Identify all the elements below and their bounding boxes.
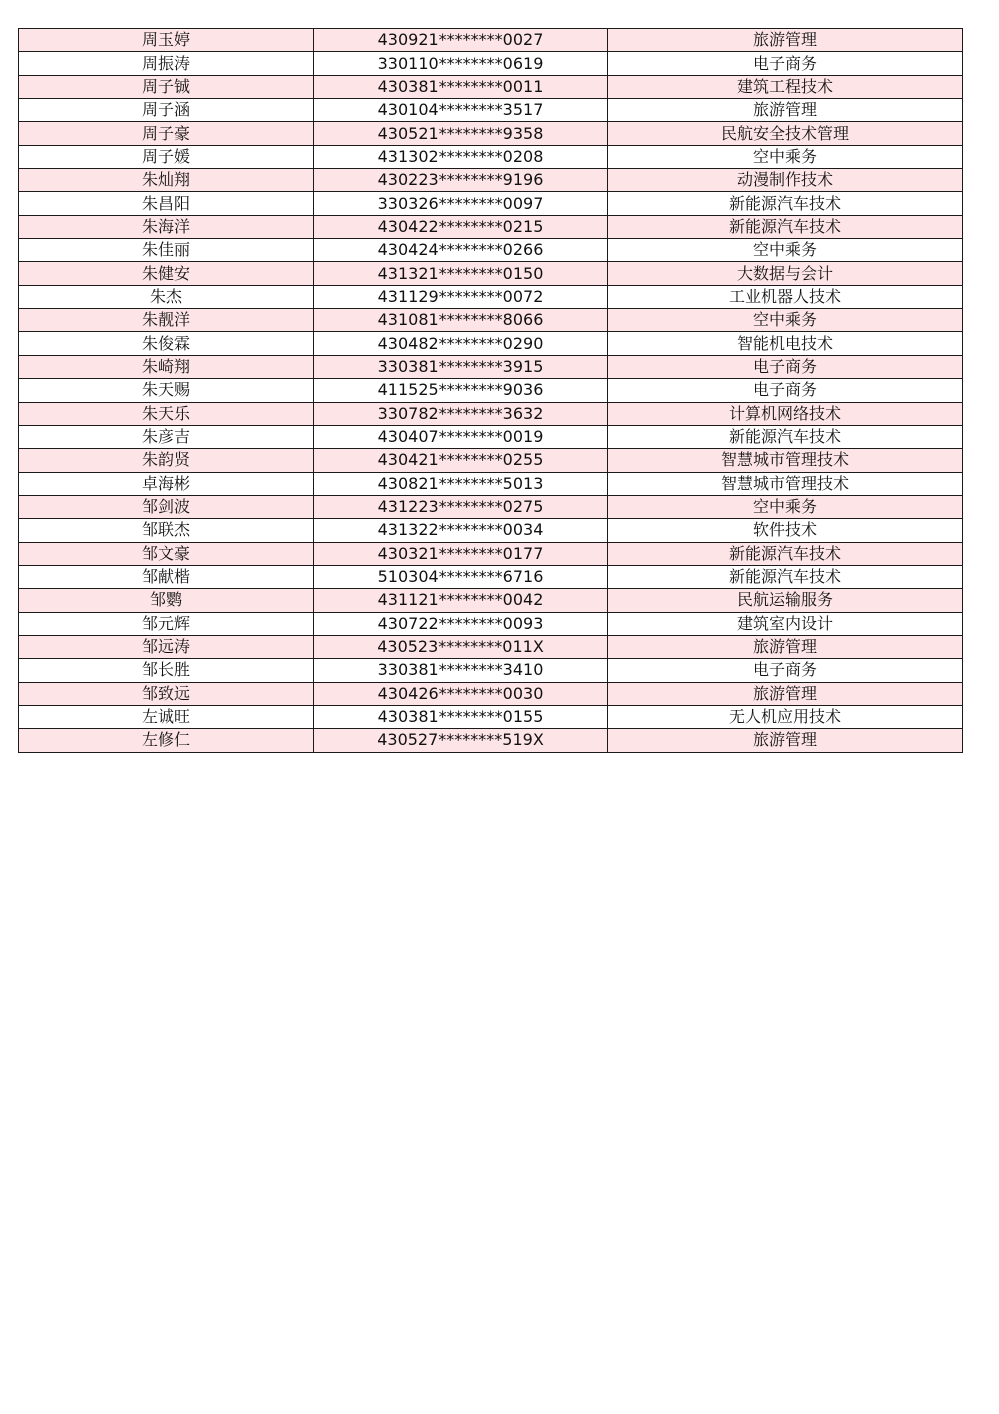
- student-name-cell: 朱佳丽: [19, 239, 314, 262]
- major-cell: 电子商务: [608, 52, 963, 75]
- student-name-cell: 朱韵贤: [19, 449, 314, 472]
- table-row: [19, 285, 963, 308]
- table-row: [19, 472, 963, 495]
- major-cell: 软件技术: [608, 519, 963, 542]
- major-cell: 新能源汽车技术: [608, 542, 963, 565]
- table-row: [19, 705, 963, 728]
- id-number-cell: 330381********3915: [314, 355, 608, 378]
- student-name-cell: 左诚旺: [19, 705, 314, 728]
- table-row: [19, 262, 963, 285]
- major-cell: 智慧城市管理技术: [608, 472, 963, 495]
- major-cell: 建筑工程技术: [608, 75, 963, 98]
- student-name-cell: 周振涛: [19, 52, 314, 75]
- table-row: [19, 659, 963, 682]
- major-cell: 旅游管理: [608, 729, 963, 752]
- id-number-cell: 431129********0072: [314, 285, 608, 308]
- student-name-cell: 朱天赐: [19, 379, 314, 402]
- table-row: [19, 145, 963, 168]
- student-name-cell: 周玉婷: [19, 29, 314, 52]
- major-cell: 民航运输服务: [608, 589, 963, 612]
- major-cell: 电子商务: [608, 659, 963, 682]
- student-name-cell: 邹献楷: [19, 565, 314, 588]
- student-name-cell: 邹鹦: [19, 589, 314, 612]
- table-row: [19, 75, 963, 98]
- student-name-cell: 朱崎翔: [19, 355, 314, 378]
- student-name-cell: 朱健安: [19, 262, 314, 285]
- table-row: [19, 542, 963, 565]
- student-name-cell: 左修仁: [19, 729, 314, 752]
- student-name-cell: 朱灿翔: [19, 169, 314, 192]
- table-row: [19, 519, 963, 542]
- student-name-cell: 周子铖: [19, 75, 314, 98]
- id-number-cell: 431081********8066: [314, 309, 608, 332]
- id-number-cell: 430104********3517: [314, 99, 608, 122]
- table-row: [19, 612, 963, 635]
- major-cell: 新能源汽车技术: [608, 425, 963, 448]
- major-cell: 电子商务: [608, 355, 963, 378]
- table-row: [19, 729, 963, 752]
- major-cell: 动漫制作技术: [608, 169, 963, 192]
- major-cell: 建筑室内设计: [608, 612, 963, 635]
- table-row: [19, 309, 963, 332]
- table-row: [19, 192, 963, 215]
- id-number-cell: 430426********0030: [314, 682, 608, 705]
- student-name-cell: 邹剑波: [19, 495, 314, 518]
- id-number-cell: 430407********0019: [314, 425, 608, 448]
- student-name-cell: 朱昌阳: [19, 192, 314, 215]
- table-row: [19, 52, 963, 75]
- id-number-cell: 431302********0208: [314, 145, 608, 168]
- table-row: [19, 122, 963, 145]
- student-name-cell: 朱杰: [19, 285, 314, 308]
- student-name-cell: 周子媛: [19, 145, 314, 168]
- table-row: [19, 589, 963, 612]
- table-row: [19, 495, 963, 518]
- id-number-cell: 430421********0255: [314, 449, 608, 472]
- table-row: [19, 99, 963, 122]
- id-number-cell: 330381********3410: [314, 659, 608, 682]
- table-row: [19, 449, 963, 472]
- major-cell: 空中乘务: [608, 239, 963, 262]
- id-number-cell: 430821********5013: [314, 472, 608, 495]
- id-number-cell: 431322********0034: [314, 519, 608, 542]
- id-number-cell: 431121********0042: [314, 589, 608, 612]
- student-name-cell: 邹联杰: [19, 519, 314, 542]
- table-row: [19, 682, 963, 705]
- major-cell: 民航安全技术管理: [608, 122, 963, 145]
- student-name-cell: 邹远涛: [19, 635, 314, 658]
- student-name-cell: 朱俊霖: [19, 332, 314, 355]
- major-cell: 旅游管理: [608, 635, 963, 658]
- major-cell: 新能源汽车技术: [608, 215, 963, 238]
- table-row: [19, 169, 963, 192]
- major-cell: 智能机电技术: [608, 332, 963, 355]
- major-cell: 新能源汽车技术: [608, 192, 963, 215]
- table-row: [19, 239, 963, 262]
- table-row: [19, 355, 963, 378]
- major-cell: 空中乘务: [608, 309, 963, 332]
- id-number-cell: 431321********0150: [314, 262, 608, 285]
- major-cell: 大数据与会计: [608, 262, 963, 285]
- id-number-cell: 330110********0619: [314, 52, 608, 75]
- table-row: [19, 215, 963, 238]
- table-row: [19, 635, 963, 658]
- table-row: [19, 565, 963, 588]
- student-name-cell: 朱天乐: [19, 402, 314, 425]
- id-number-cell: 330782********3632: [314, 402, 608, 425]
- major-cell: 计算机网络技术: [608, 402, 963, 425]
- major-cell: 空中乘务: [608, 495, 963, 518]
- id-number-cell: 430422********0215: [314, 215, 608, 238]
- id-number-cell: 430223********9196: [314, 169, 608, 192]
- student-name-cell: 周子涵: [19, 99, 314, 122]
- id-number-cell: 430722********0093: [314, 612, 608, 635]
- id-number-cell: 430482********0290: [314, 332, 608, 355]
- id-number-cell: 430521********9358: [314, 122, 608, 145]
- table-row: [19, 402, 963, 425]
- student-name-cell: 邹文豪: [19, 542, 314, 565]
- id-number-cell: 430321********0177: [314, 542, 608, 565]
- id-number-cell: 431223********0275: [314, 495, 608, 518]
- student-name-cell: 卓海彬: [19, 472, 314, 495]
- table-row: [19, 425, 963, 448]
- table-row: [19, 332, 963, 355]
- major-cell: 工业机器人技术: [608, 285, 963, 308]
- student-name-cell: 朱彦吉: [19, 425, 314, 448]
- major-cell: 旅游管理: [608, 99, 963, 122]
- id-number-cell: 430921********0027: [314, 29, 608, 52]
- student-name-cell: 周子豪: [19, 122, 314, 145]
- roster-body: [19, 29, 963, 753]
- id-number-cell: 430381********0155: [314, 705, 608, 728]
- id-number-cell: 330326********0097: [314, 192, 608, 215]
- major-cell: 旅游管理: [608, 29, 963, 52]
- major-cell: 空中乘务: [608, 145, 963, 168]
- student-name-cell: 邹元辉: [19, 612, 314, 635]
- major-cell: 智慧城市管理技术: [608, 449, 963, 472]
- id-number-cell: 510304********6716: [314, 565, 608, 588]
- student-name-cell: 朱海洋: [19, 215, 314, 238]
- major-cell: 新能源汽车技术: [608, 565, 963, 588]
- id-number-cell: 430381********0011: [314, 75, 608, 98]
- student-name-cell: 邹长胜: [19, 659, 314, 682]
- major-cell: 旅游管理: [608, 682, 963, 705]
- student-name-cell: 朱靓洋: [19, 309, 314, 332]
- table-row: [19, 29, 963, 52]
- table-row: [19, 379, 963, 402]
- student-roster-table: [18, 28, 963, 753]
- major-cell: 无人机应用技术: [608, 705, 963, 728]
- major-cell: 电子商务: [608, 379, 963, 402]
- id-number-cell: 430523********011X: [314, 635, 608, 658]
- id-number-cell: 430424********0266: [314, 239, 608, 262]
- student-name-cell: 邹致远: [19, 682, 314, 705]
- id-number-cell: 411525********9036: [314, 379, 608, 402]
- id-number-cell: 430527********519X: [314, 729, 608, 752]
